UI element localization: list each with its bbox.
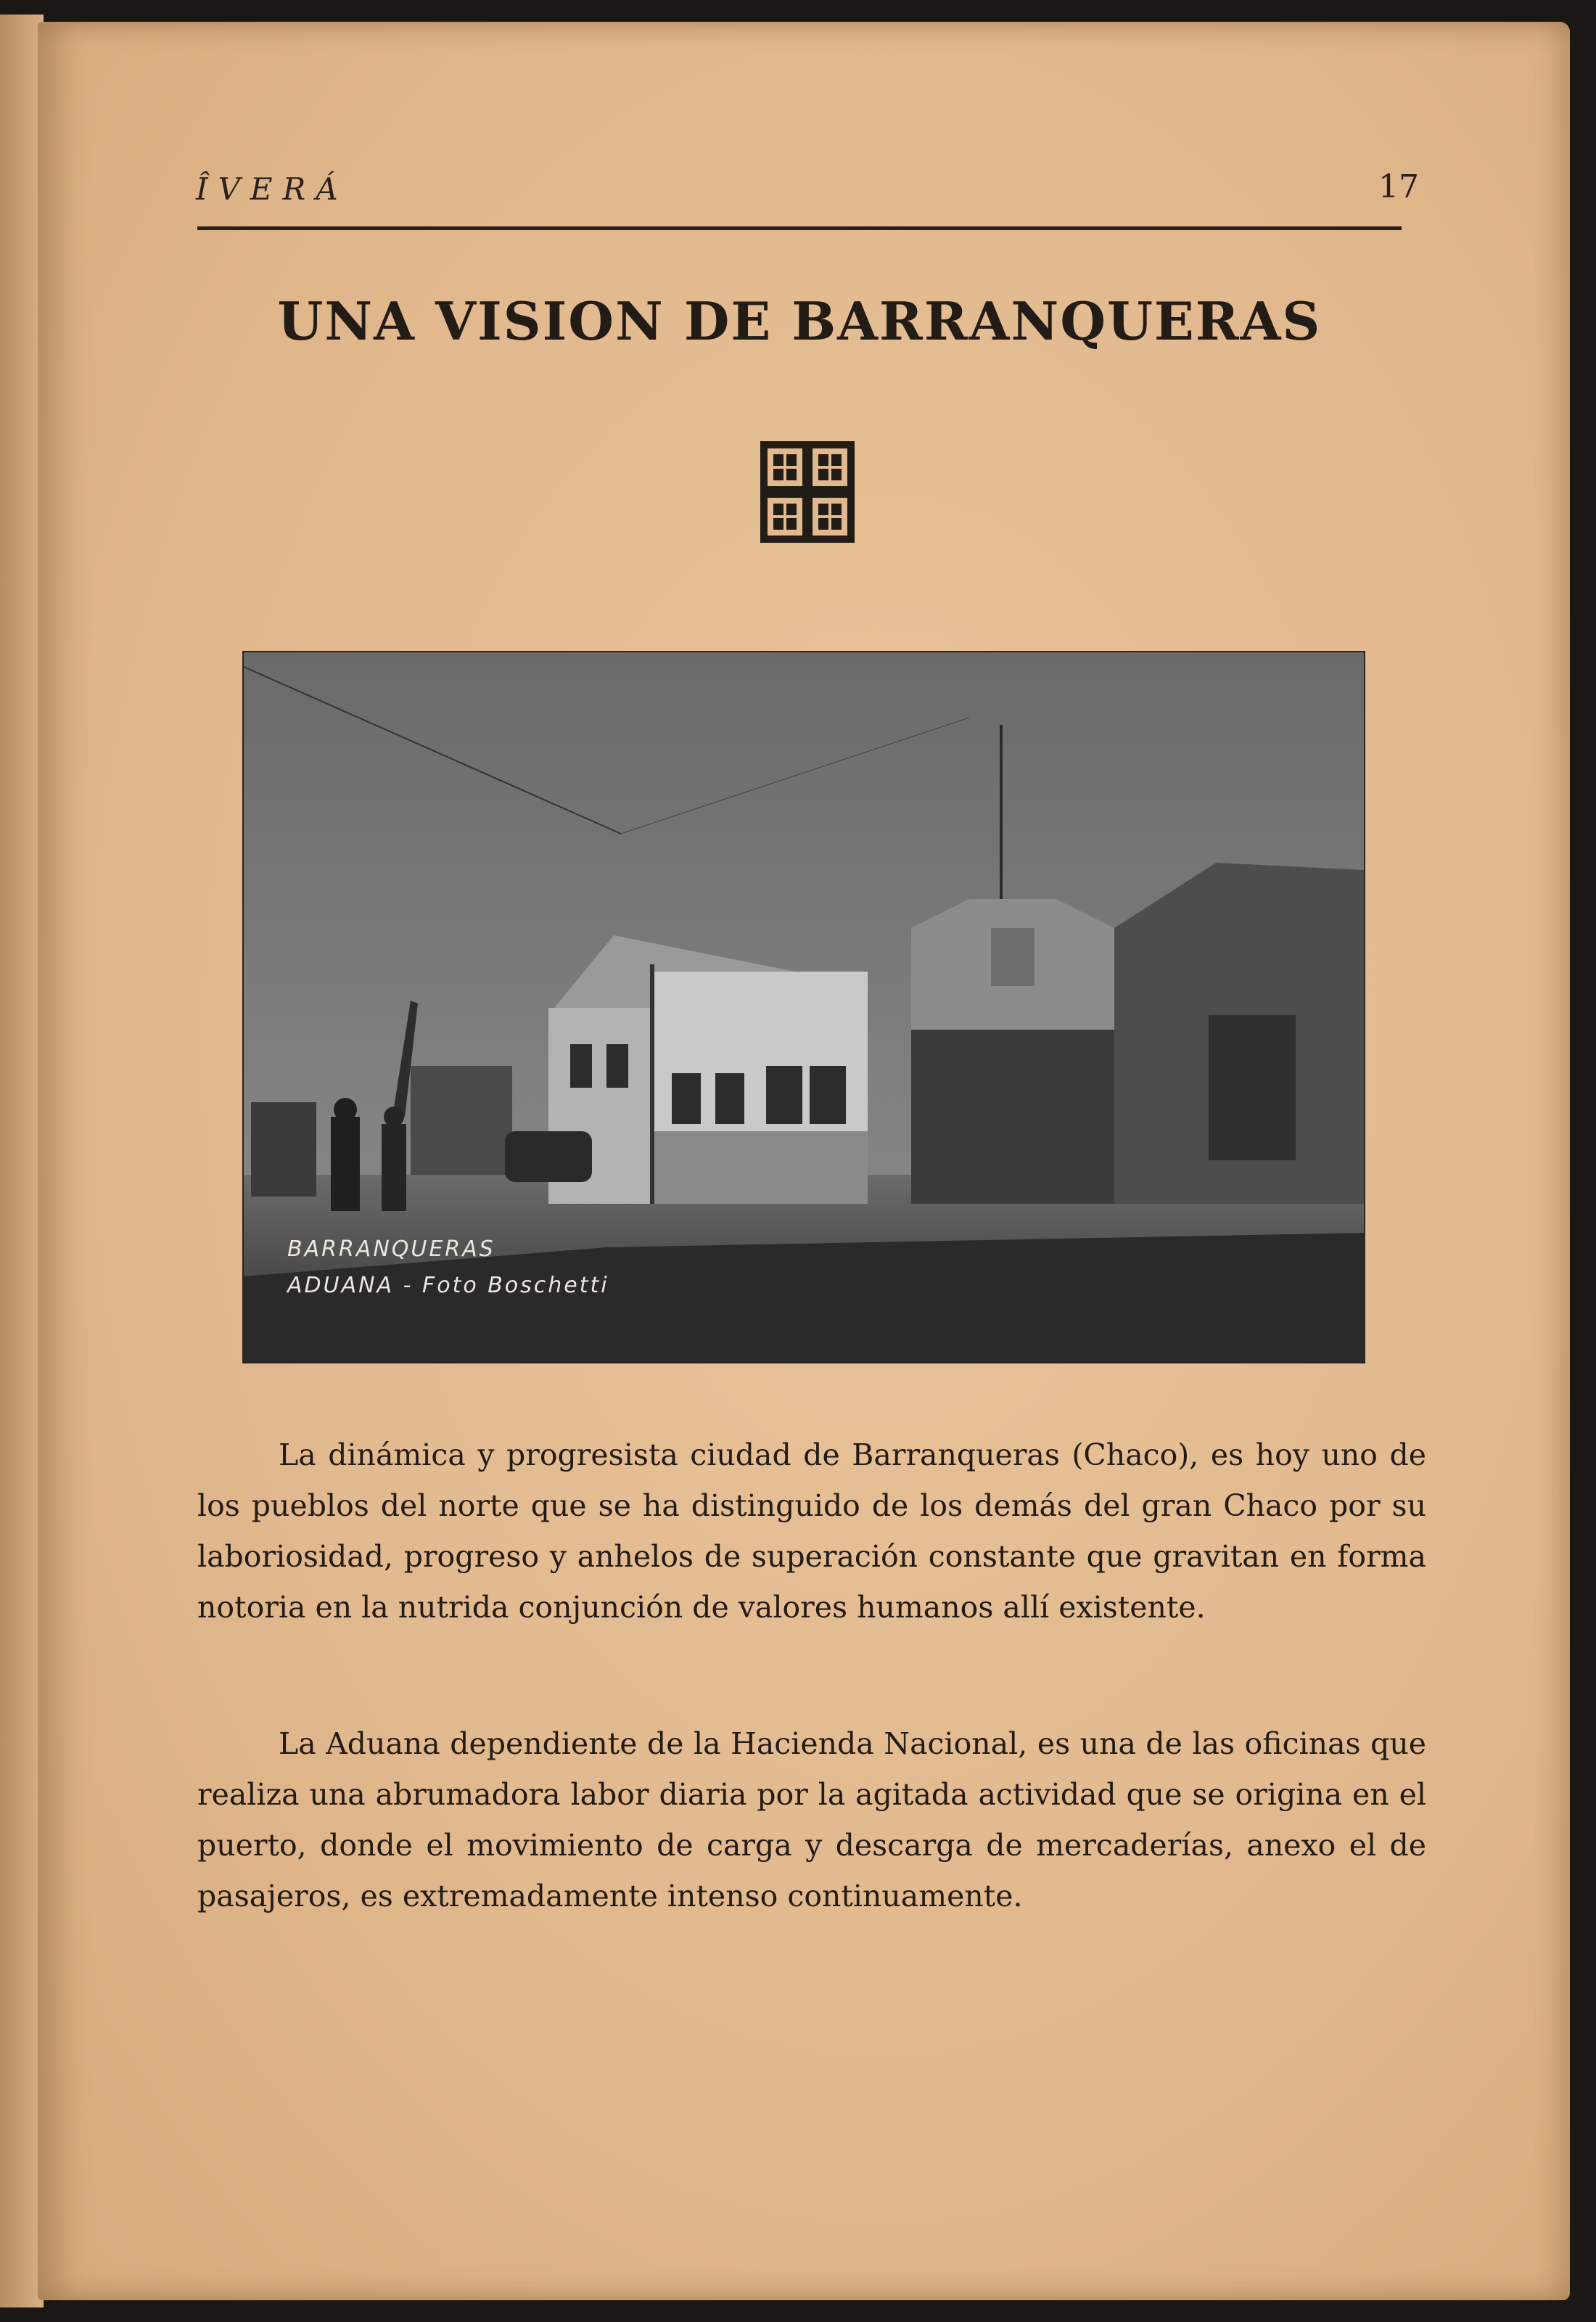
page-number: 17 — [1378, 168, 1419, 205]
customs-house-photo — [242, 651, 1365, 1363]
paragraph-1: La dinámica y progresista ciudad de Barranqueras (Chaco), es hoy uno de los pueblos del norte que se ha distinguido de los demás del gran Chaco por su laboriosidad, progreso y anhelos de superación constante que gravitan en forma notoria en la nutrida conjunción de valores humanos allí existente. — [197, 1437, 1426, 1625]
photo-caption-line1: BARRANQUERAS — [287, 1236, 495, 1262]
article-title: UNA VISION DE BARRANQUERAS — [277, 290, 1322, 352]
window-grid-ornament-icon — [759, 440, 856, 544]
paragraph-2: La Aduana dependiente de la Hacienda Nacional, es una de las oficinas que realiza una abrumadora labor diaria por la agitada actividad que se origina en el puerto, donde el movimiento de carga y descarga de mercaderías, anexo el de pasajeros, es extremadamente intenso continuamente. — [197, 1726, 1426, 1913]
running-head: ÎVERÁ — [196, 171, 348, 207]
photo-caption-line2: ADUANA - Foto Boschetti — [287, 1273, 609, 1298]
header-rule — [197, 226, 1402, 230]
page-gutter — [0, 15, 44, 2307]
